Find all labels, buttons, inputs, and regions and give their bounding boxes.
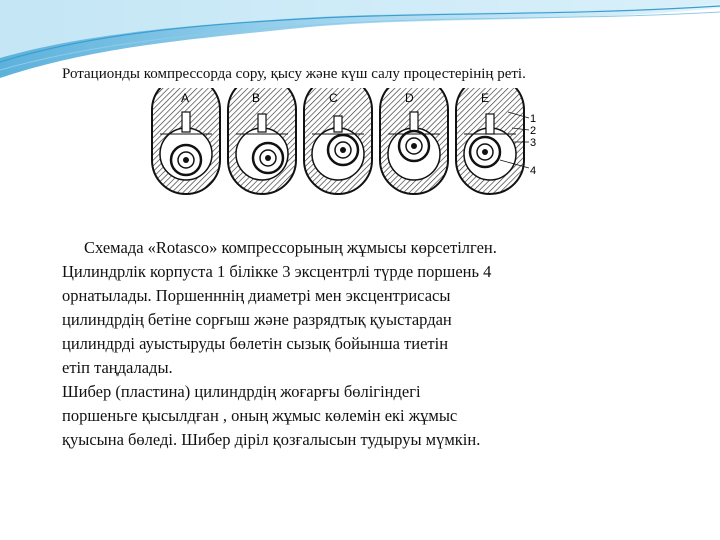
stage-b (228, 88, 296, 194)
text-line: цилиндрді ауыстыруды бөлетін сызық бойынша тиетін (62, 334, 449, 353)
text-line: цилиндрдің бетіне сорғыш және разрядтық қуыстардан (62, 310, 452, 329)
part-label-2: 2 (530, 125, 537, 137)
part-label-3: 3 (530, 137, 537, 149)
stage-c (304, 88, 372, 194)
part-label-1: 1 (530, 113, 537, 125)
stage-e (456, 88, 524, 194)
text-line: қуысына бөледі. Шибер діріл қозғалысын тудыруы мүмкін. (62, 430, 481, 449)
stage-label-c: C (329, 91, 338, 105)
part-label-4: 4 (530, 165, 537, 177)
body-text (62, 236, 642, 452)
text-line: орнатылады. Поршенннің диаметрі мен эксцентрисасы (62, 286, 451, 305)
text-line: етіп таңдалады. (62, 358, 173, 377)
rotary-compressor-diagram (140, 88, 540, 208)
text-line: поршеньге қысылдған , оның жұмыс көлемін екі жұмыс (62, 406, 458, 425)
figure-caption: Ротационды компрессорда сору, қысу және күш салу процестерінің реті. (62, 66, 526, 82)
stage-label-b: B (252, 91, 261, 105)
stage-label-e: E (481, 91, 490, 105)
stage-label-d: D (405, 91, 414, 105)
stage-d (380, 88, 448, 194)
stage-label-a: A (181, 91, 190, 105)
text-line: Шибер (пластина) цилиндрдің жоғарғы бөлігіндегі (62, 382, 421, 401)
text-line: Цилиндрлік корпуста 1 білікке 3 эксцентрлі түрде поршень 4 (62, 262, 492, 281)
text-line: Схемада «Rotasco» компрессорының жұмысы көрсетілген. (84, 238, 497, 257)
